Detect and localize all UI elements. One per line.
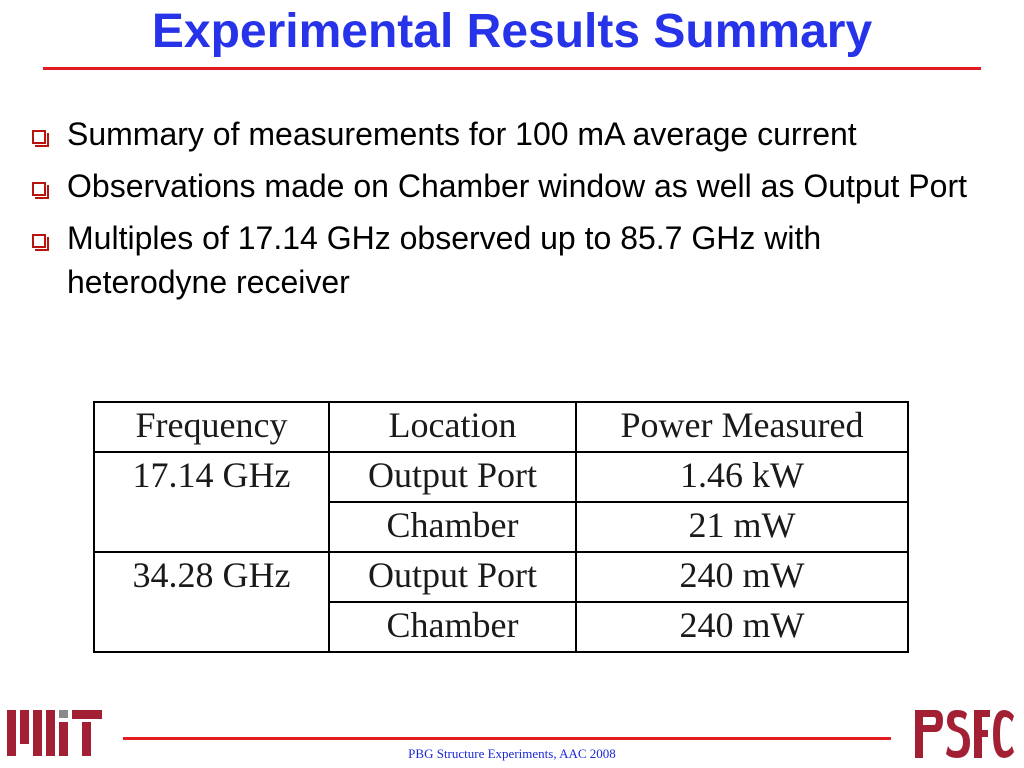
cell-power: 240 mW <box>576 602 908 652</box>
bullet-item <box>30 216 990 304</box>
header-frequency: Frequency <box>94 402 329 452</box>
results-table <box>93 401 909 653</box>
bullet-item <box>30 164 990 208</box>
cell-power: 240 mW <box>576 552 908 602</box>
square-bullet-icon <box>32 234 46 248</box>
table-row <box>94 602 908 652</box>
bullet-text: Summary of measurements for 100 mA average current <box>67 116 857 152</box>
title-underline <box>43 67 981 70</box>
cell-power: 21 mW <box>576 502 908 552</box>
cell-location: Output Port <box>329 552 576 602</box>
table-row <box>94 452 908 502</box>
footer-rule <box>123 737 891 740</box>
cell-location: Chamber <box>329 602 576 652</box>
cell-frequency <box>94 602 329 652</box>
table-header-row <box>94 402 908 452</box>
table-row <box>94 502 908 552</box>
square-bullet-icon <box>32 130 46 144</box>
psfc-logo-icon <box>913 706 1017 762</box>
cell-frequency: 17.14 GHz <box>94 452 329 502</box>
cell-frequency: 34.28 GHz <box>94 552 329 602</box>
slide-title: Experimental Results Summary <box>151 5 873 58</box>
square-bullet-icon <box>32 182 46 196</box>
table-row <box>94 552 908 602</box>
footer-text: PBG Structure Experiments, AAC 2008 <box>408 746 616 761</box>
cell-frequency <box>94 502 329 552</box>
cell-location: Output Port <box>329 452 576 502</box>
cell-power: 1.46 kW <box>576 452 908 502</box>
header-location: Location <box>329 402 576 452</box>
bullet-text: Observations made on Chamber window as well as Output Port <box>67 168 967 204</box>
bullet-item <box>30 112 990 156</box>
header-power: Power Measured <box>576 402 908 452</box>
cell-location: Chamber <box>329 502 576 552</box>
bullet-text: Multiples of 17.14 GHz observed up to 85.7 GHz with heterodyne receiver <box>67 220 822 300</box>
bullet-list <box>30 112 990 312</box>
